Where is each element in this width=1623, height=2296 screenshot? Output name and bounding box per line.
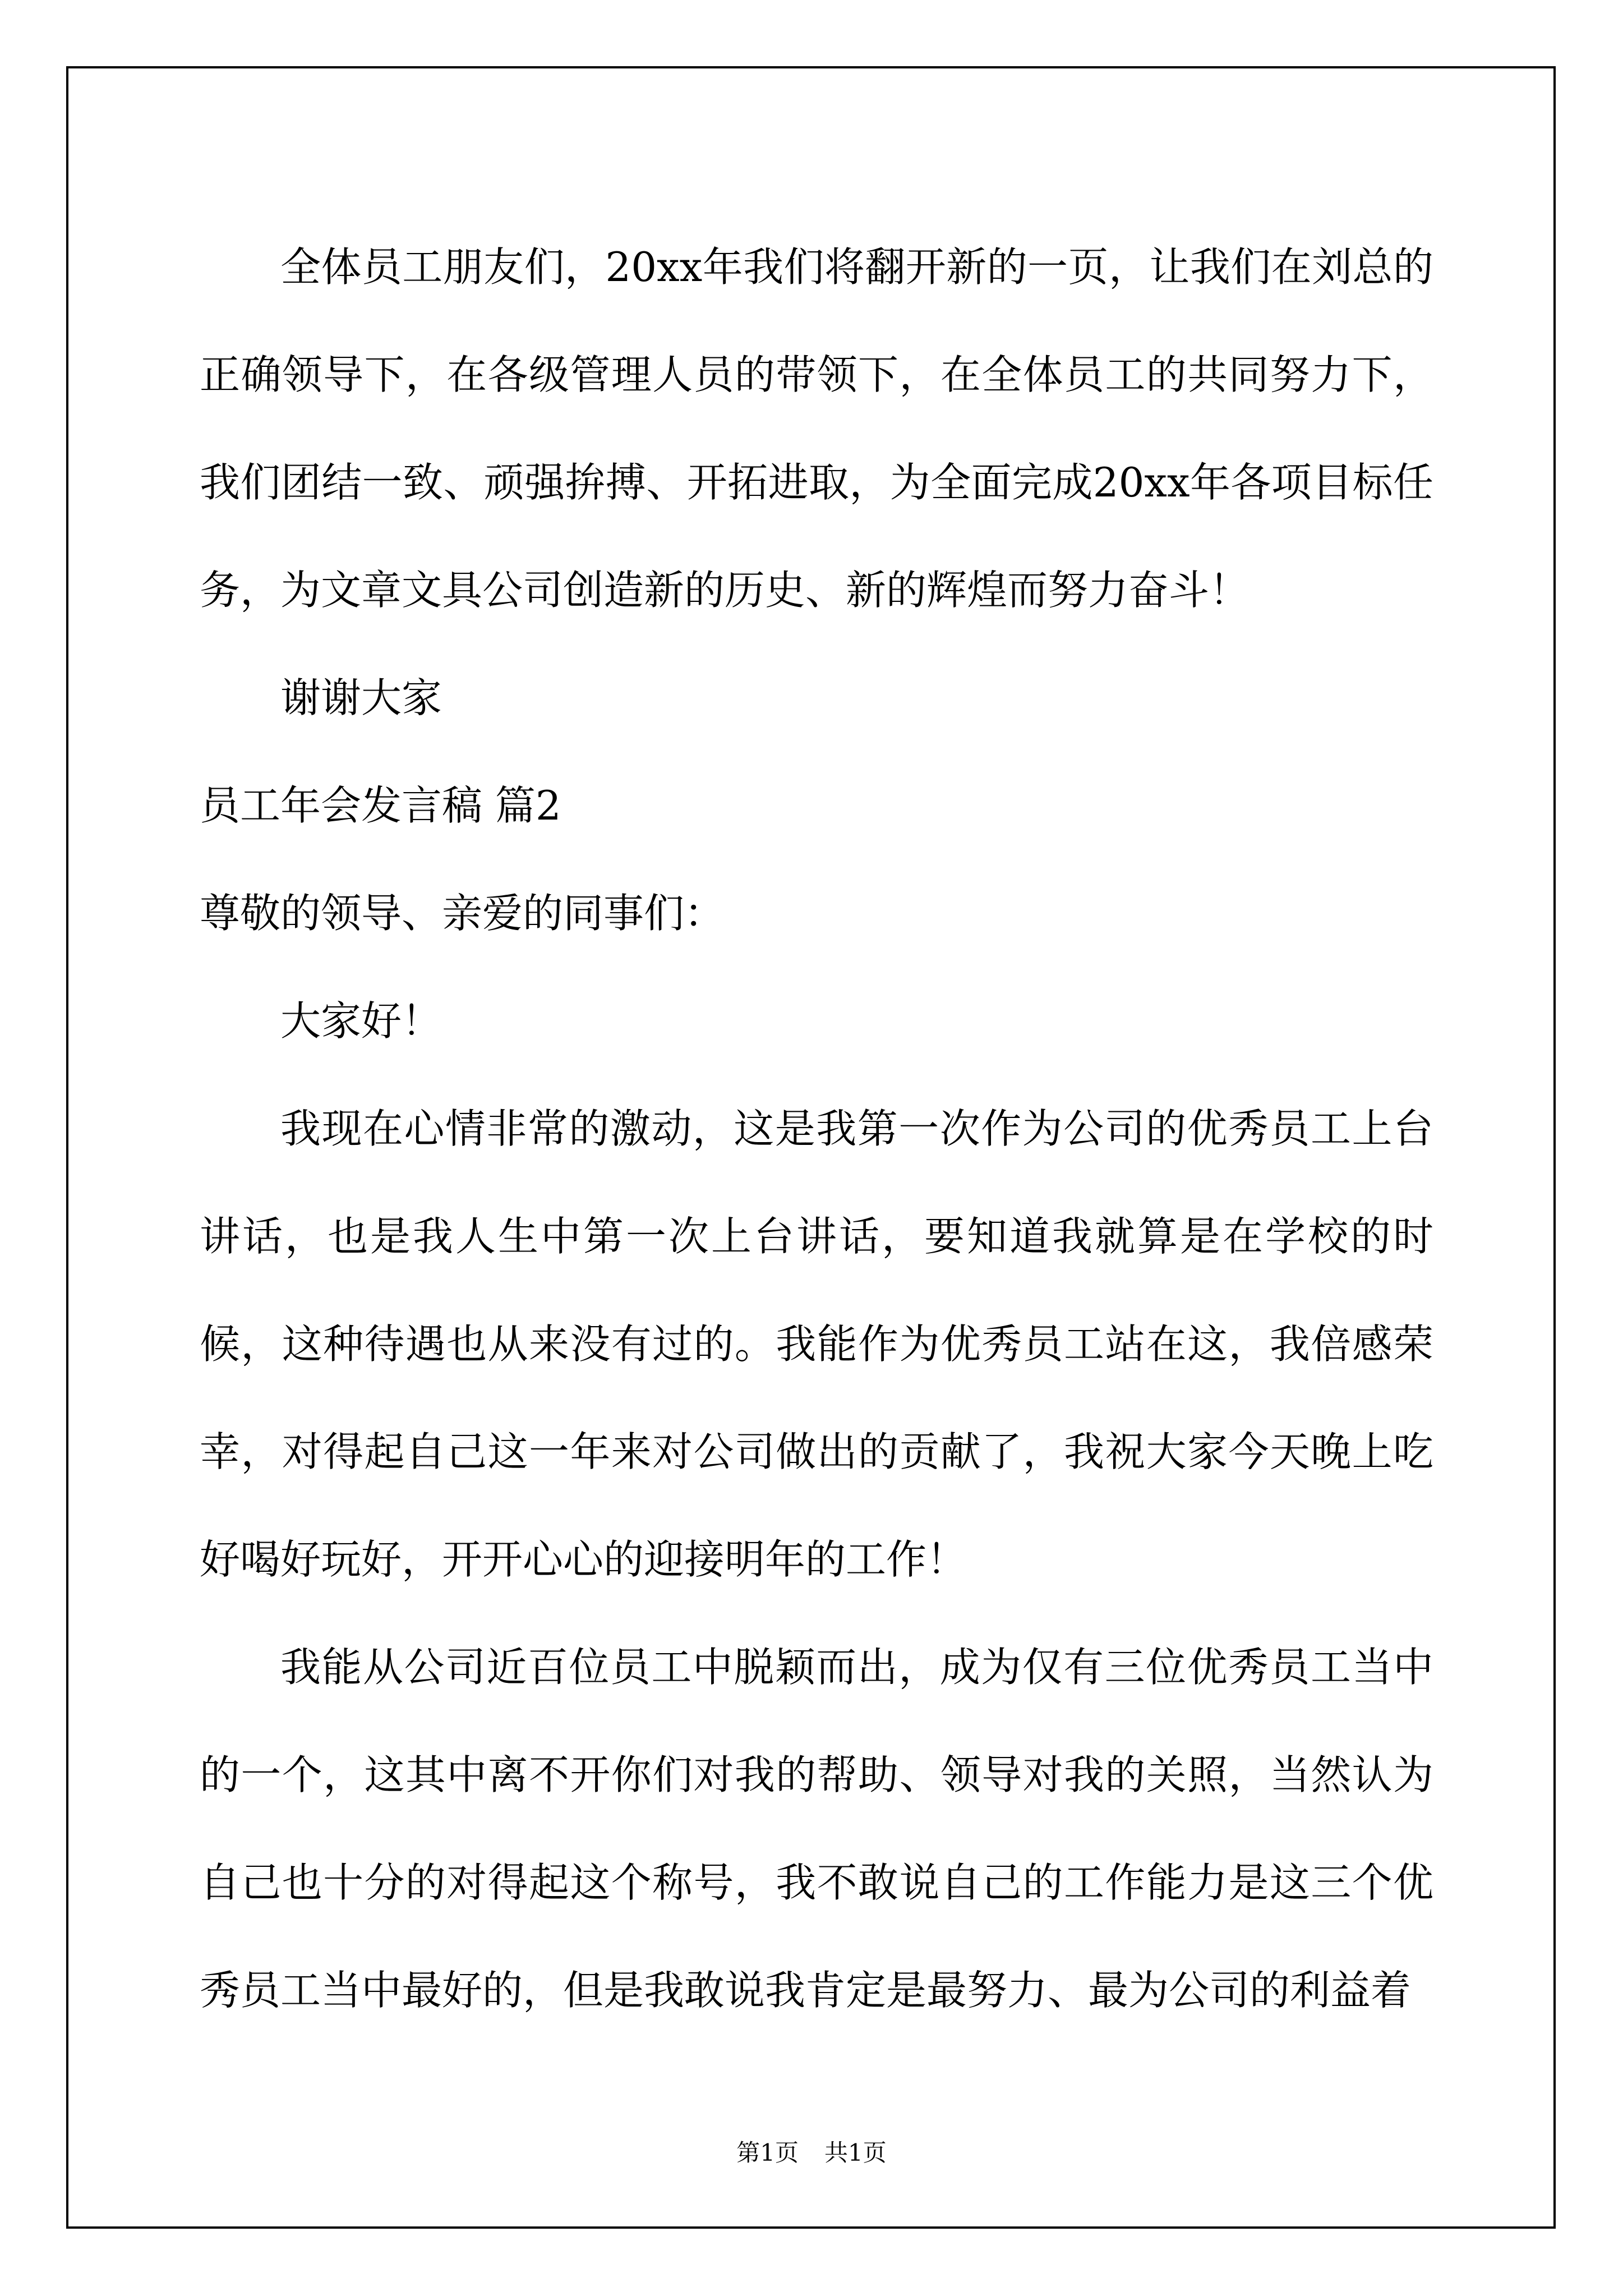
paragraph: 大家好！ (280, 997, 442, 1045)
document-body (200, 213, 1433, 2044)
page-footer (0, 2134, 1623, 2168)
paragraph: 全体员工朋友们，20xx年我们将翻开新的一页，让我们在刘总的正确领导下，在各级管理人员的带领下，在全体员工的共同努力下，我们团结一致、顽强拚搏、开拓进取，为全面完成20xx年各项目标任务，为文章文具公司创造新的历史、新的辉煌而努力奋斗！ (200, 243, 1433, 614)
salutation: 尊敬的领导、亲爱的同事们： (200, 890, 725, 937)
paragraph: 我能从公司近百位员工中脱颖而出，成为仅有三位优秀员工当中的一个，这其中离不开你们对我的帮助、领导对我的关照，当然认为自己也十分的对得起这个称号，我不敢说自己的工作能力是这三个优秀员工当中最好的，但是我敢说我肯定是最努力、最为公司的利益着 (200, 1644, 1433, 2014)
page-total: 共1页 (824, 2139, 887, 2166)
section-heading: 员工年会发言稿 篇2 (200, 782, 561, 829)
paragraph: 谢谢大家 (280, 674, 442, 721)
paragraph: 我现在心情非常的激动，这是我第一次作为公司的优秀员工上台讲话，也是我人生中第一次上台讲话，要知道我就算是在学校的时候，这种待遇也从来没有过的。我能作为优秀员工站在这，我倍感荣幸，对得起自己这一年来对公司做出的贡献了，我祝大家今天晚上吃好喝好玩好，开开心心的迎接明年的工作！ (200, 1105, 1433, 1583)
page-number: 第1页 (736, 2139, 799, 2166)
